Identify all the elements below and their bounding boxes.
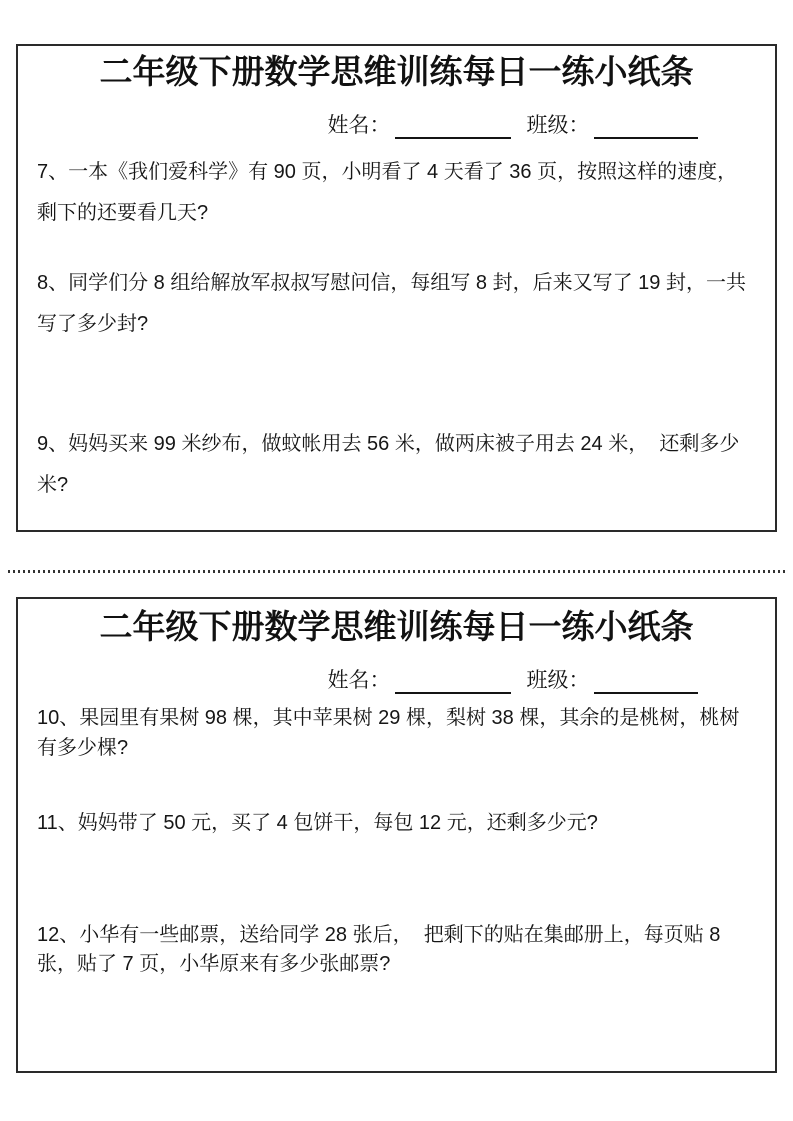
name-blank-field xyxy=(395,117,511,139)
name-label: 姓名： xyxy=(327,669,391,693)
name-class-row xyxy=(136,113,793,139)
question-9: 9、妈妈买来 99 米纱布，做蚊帐用去 56 米，做两床被子用去 24 米， 还剩多少米? xyxy=(37,433,740,497)
name-blank-field xyxy=(395,672,511,694)
slip-title: 二年级下册数学思维训练每日一练小纸条 xyxy=(99,608,694,645)
class-label: 班级： xyxy=(526,669,590,693)
class-label: 班级： xyxy=(526,114,590,138)
question-11: 11、妈妈带了 50 元，买了 4 包饼干，每包 12 元，还剩多少元? xyxy=(37,812,598,835)
slip-title: 二年级下册数学思维训练每日一练小纸条 xyxy=(99,53,694,90)
class-blank-field xyxy=(594,672,698,694)
class-blank-field xyxy=(594,117,698,139)
name-label: 姓名： xyxy=(327,114,391,138)
worksheet-slip-1 xyxy=(16,44,777,532)
worksheet-slip-2 xyxy=(16,597,777,1073)
question-10: 10、果园里有果树 98 棵，其中苹果树 29 棵，梨树 38 棵，其余的是桃树，桃树有多少棵? xyxy=(37,707,740,759)
dotted-cut-line xyxy=(8,570,785,573)
question-7: 7、一本《我们爱科学》有 90 页，小明看了 4 天看了 36 页，按照这样的速度，剩下的还要看几天? xyxy=(37,161,738,225)
question-8: 8、同学们分 8 组给解放军叔叔写慰问信，每组写 8 封，后来又写了 19 封，一共写了多少封? xyxy=(37,272,746,336)
name-class-row xyxy=(136,668,793,694)
question-12: 12、小华有一些邮票，送给同学 28 张后， 把剩下的贴在集邮册上，每页贴 8 张，贴了 7 页，小华原来有多少张邮票? xyxy=(37,923,726,976)
